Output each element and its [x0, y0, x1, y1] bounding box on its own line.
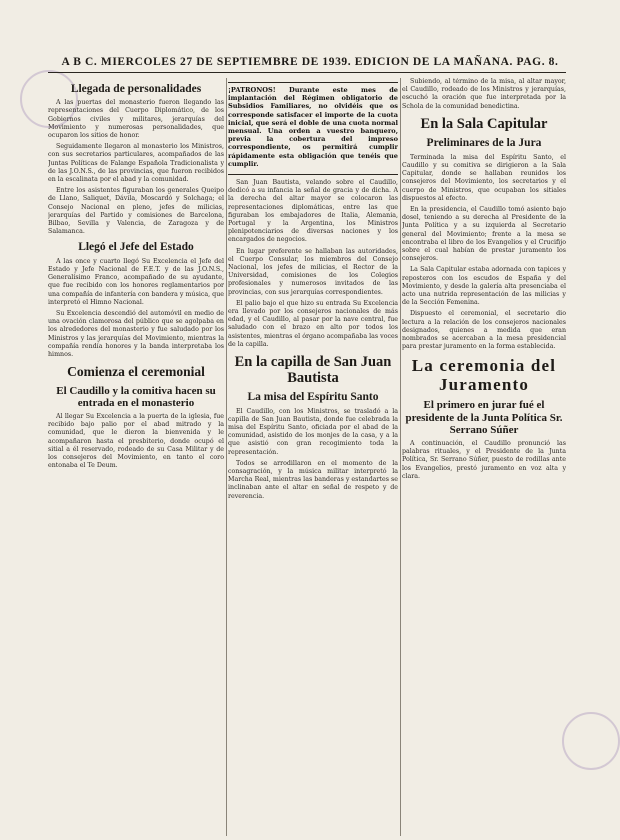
column-2: [228, 78, 398, 836]
paragraph: Terminada la misa del Espíritu Santo, el Caudillo y su comitiva se dirigieron a la Sala Capitular, donde se hallaban reunidos los consejeros del Movimiento, los secretarios y el cuerpo de Ministros, que ocupaban los sitiales dispuestos al efecto.: [402, 153, 566, 202]
heading-ceremonial: Comienza el ceremonial: [67, 364, 205, 380]
heading-juramento: La ceremonia del Juramento: [411, 356, 557, 394]
paragraph: El palio bajo el que hizo su entrada Su Excelencia era llevado por los consejeros nacionales de más edad, y el Caudillo, al pasar por la nave central, fue saludado con el brazo en alto por todos los asistentes, mientras el órgano acompañaba las voces de la capilla.: [228, 299, 398, 348]
subheading-misa: La misa del Espíritu Santo: [247, 391, 379, 404]
heading-capilla: En la capilla de San Juan Bautista: [234, 354, 392, 386]
heading-jefe-estado: Llegó el Jefe del Estado: [78, 241, 194, 254]
column-1: [48, 78, 224, 836]
subheading-comitiva: El Caudillo y la comitiva hacen su entrada en el monasterio: [56, 384, 216, 410]
paragraph: Dispuesto el ceremonial, el secretario dio lectura a la relación de los consejeros nacionales designados, quienes a medida que eran nombrados se acercaban a la mesa presidencial para prestar juramento en la forma establecida.: [402, 310, 566, 351]
paragraph: Seguidamente llegaron al monasterio los Ministros, con sus secretarios particulares, acompañados de las Juntas Políticas de Falange Española Tradicionalista y de las J.O.N.S., de las provincias, que fueron recibidos en la escalinata por el abad y la comunidad.: [48, 143, 224, 184]
paragraph: San Juan Bautista, velando sobre el Caudillo, dedicó a su infancia la señal de gracia y de dicha. A la derecha del altar mayor se colocaron las representaciones diplomáticas, entre las que figuraban los embajadores de Italia, Alemania, Portugal y la Argentina, los Ministros plenipotenciarios de diversas naciones y los encargados de negocios.: [228, 179, 398, 244]
library-stamp-right: [562, 712, 620, 770]
paragraph: En lugar preferente se hallaban las autoridades, el Cuerpo Consular, los miembros del Consejo Nacional, los jefes de milicias, el Rector de la Universidad, comisiones de los Colegios profesionales y numerosos invitados de las provincias, con sus jerarquías correspondientes.: [228, 247, 398, 296]
paragraph: En la presidencia, el Caudillo tomó asiento bajo dosel, teniendo a su derecha al Presidente de la Junta Política y a su izquierda al Secretario general del Movimiento; frente a la mesa se encontraba el libro de los Evangelios y el Crucifijo sobre el cual habían de prestar juramento los consejeros.: [402, 205, 566, 263]
column-divider-2: [400, 78, 401, 836]
column-3: [402, 78, 566, 836]
paragraph: La Sala Capitular estaba adornada con tapices y reposteros con los escudos de España y del Movimiento, y desde la galería alta presenciaba el acto una nutrida representación de las milicias y de la Sección Femenina.: [402, 266, 566, 307]
paragraph: A las puertas del monasterio fueron llegando las representaciones del Cuerpo Diplomático, de los Gobiernos civiles y militares, jerarquías del Movimiento y numerosas personalidades, que ocuparon los sitios de honor.: [48, 99, 224, 140]
paragraph: El Caudillo, con los Ministros, se trasladó a la capilla de San Juan Bautista, donde fue celebrada la misa del Espíritu Santo, oficiada por el abad de la comunidad, asistido de los monjes de la casa, y a la que asistió con gran recogimiento toda la representación.: [228, 407, 398, 456]
column-divider-1: [226, 78, 227, 836]
paragraph: Su Excelencia descendió del automóvil en medio de una ovación clamorosa del público que se agolpaba en los alrededores del monasterio y fue saludado por los Ministros y las jerarquías del Movimiento, mientras la compañía rendía honores y la banda interpretaba los himnos.: [48, 309, 224, 358]
paragraph: A continuación, el Caudillo pronunció las palabras rituales, y el Presidente de la Junta Política, Sr. Serrano Súñer, puesto de rodillas ante los Evangelios, prestó juramento en voz alta y clara.: [402, 440, 566, 480]
patronos-notice: [228, 82, 398, 175]
page-header: A B C. MIERCOLES 27 DE SEPTIEMBRE DE 1939. EDICION DE LA MAÑANA. PAG. 8.: [61, 56, 559, 68]
paragraph: Subiendo, al término de la misa, al altar mayor, el Caudillo, rodeado de los Ministros y jerarquías, escuchó la oración que fue interpretada por la Schola de la comunidad benedictina.: [402, 78, 566, 110]
paragraph: A las once y cuarto llegó Su Excelencia el Jefe del Estado y Jefe Nacional de F.E.T. y de las J.O.N.S., Generalísimo Franco, acompañado de su ayudante, que fue recibido con los honores reglamentarios por una compañía de infantería con bandera y música, que interpretó el Himno Nacional.: [48, 257, 224, 306]
paragraph: Entre los asistentes figuraban los generales Queipo de Llano, Saliquet, Dávila, Moscardó y Solchaga; el Consejo Nacional en pleno, jefes de milicias, jerarquías del Partido y comisiones de Barcelona, Bilbao, Sevilla y Valencia, de Zaragoza y de Salamanca.: [48, 187, 224, 236]
subheading-primero-jurar: El primero en jurar fué el presidente de la Junta Política Sr. Serrano Súñer: [405, 399, 563, 437]
paragraph: Todos se arrodillaron en el momento de la consagración, y la música militar interpretó la Marcha Real, mientras las banderas y estandartes se inclinaban ante el altar en señal de respeto y de reverencia.: [228, 459, 398, 500]
notice-text: ¡PATRONOS! Durante este mes de implantación del Régimen obligatorio de Subsidios Familiares, no olvidéis que os corresponde satisfacer el importe de la cuota inicial, que será el doble de una cuota normal mensual. Una orden a vuestro banquero, previa la cobertura del impreso correspondiente, os permitirá cumplir rápidamente esta obligación que tenéis que cumplir.: [228, 86, 398, 168]
paragraph: Al llegar Su Excelencia a la puerta de la iglesia, fue recibido bajo palio por el abad mitrado y la comunidad, que le dieron la bienvenida y le acompañaron hasta el presbiterio, donde ocupó el sitial a él reservado, rodeado de su Casa Militar y de los consejeros del Movimiento, en tanto el coro entonaba el Te Deum.: [48, 412, 224, 470]
heading-sala-capitular: En la Sala Capitular: [420, 115, 548, 132]
heading-llegada: Llegada de personalidades: [70, 83, 202, 95]
subheading-preliminares: Preliminares de la Jura: [426, 137, 542, 150]
header-rule: [48, 72, 566, 73]
